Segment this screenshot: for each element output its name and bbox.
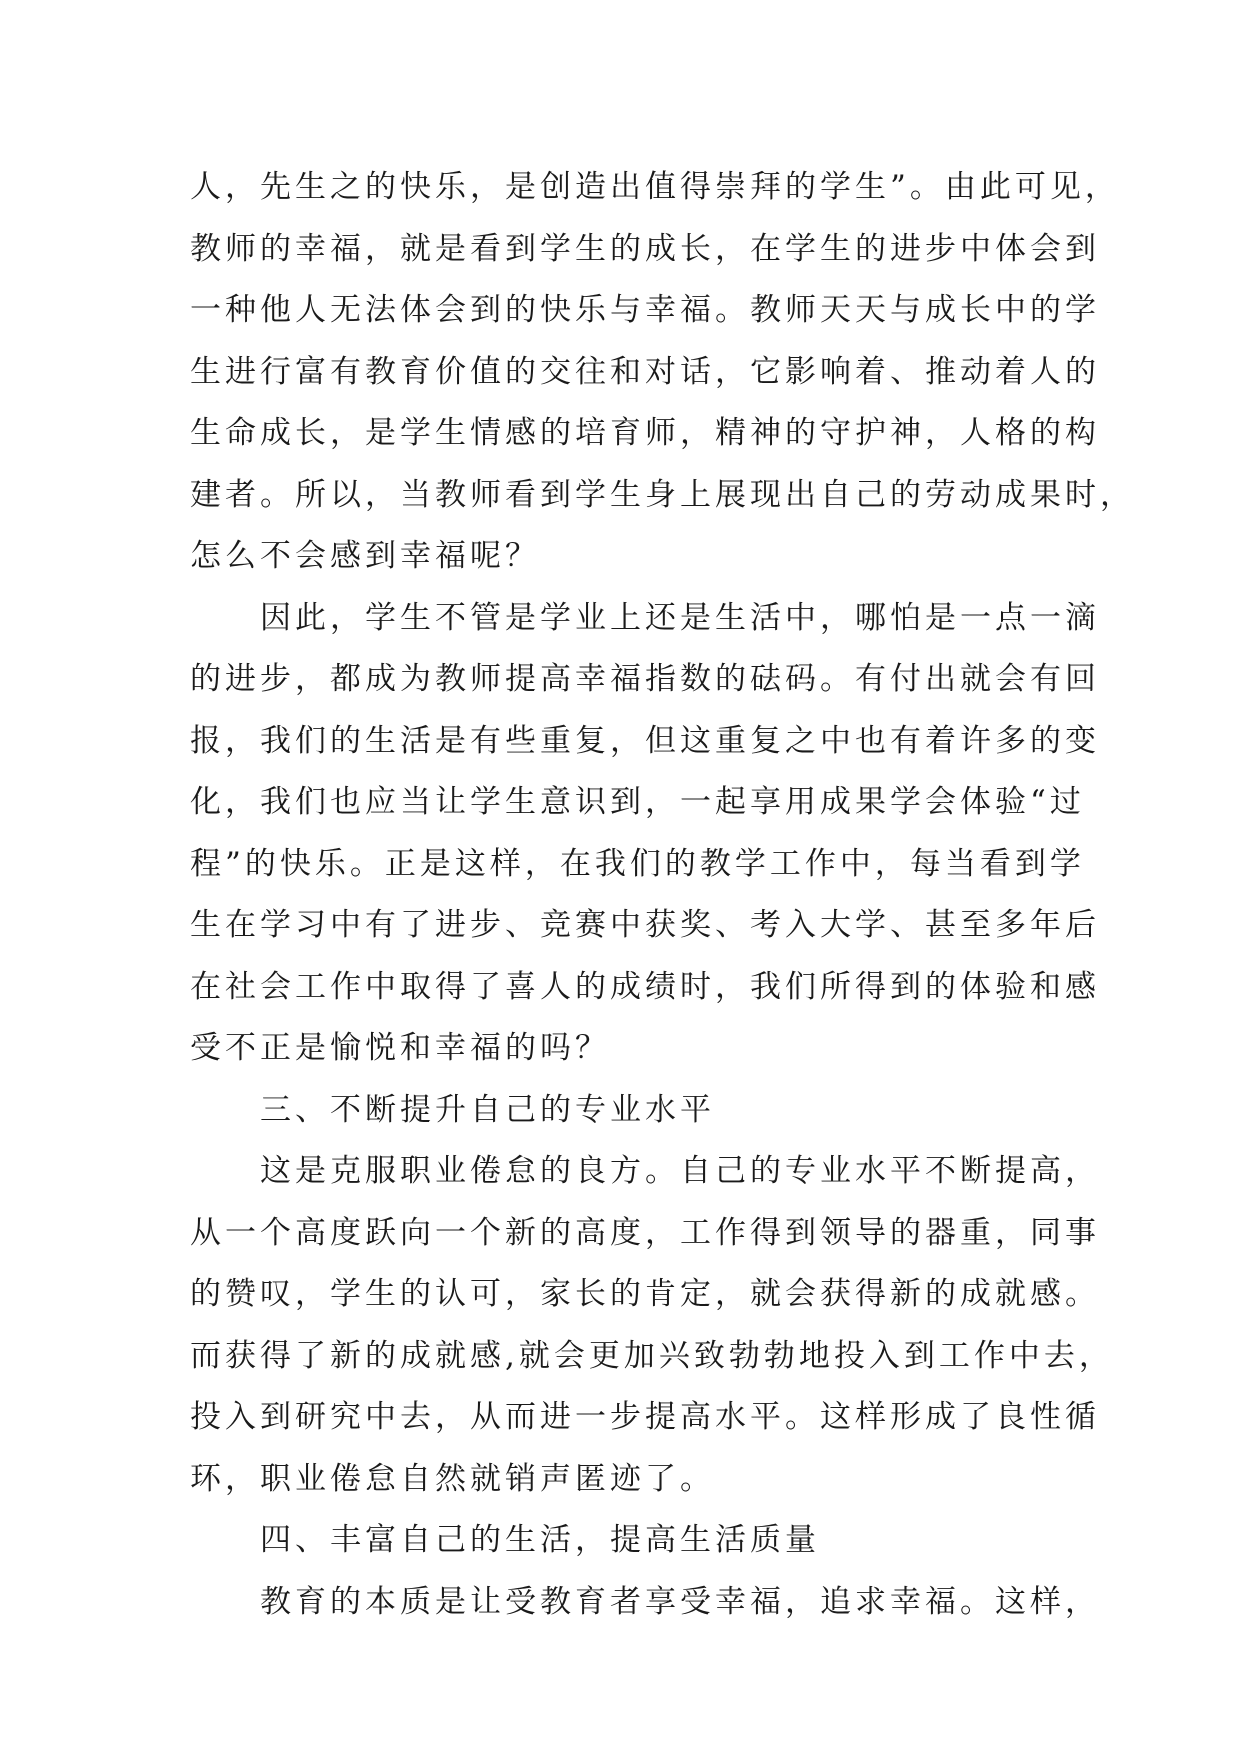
section-heading: 四、丰富自己的生活，提高生活质量 [190, 1522, 820, 1558]
text-line: 怎么不会感到幸福呢？ [190, 538, 540, 574]
body-text [190, 157, 1135, 1633]
text-line: 一种他人无法体会到的快乐与幸福。教师天天与成长中的学 [190, 292, 1100, 328]
text-line: 教育的本质是让受教育者享受幸福，追求幸福。这样， [190, 1583, 1100, 1620]
text-line: 从一个高度跃向一个新的高度，工作得到领导的器重，同事 [190, 1214, 1100, 1251]
text-line: 在社会工作中取得了喜人的成绩时，我们所得到的体验和感 [190, 968, 1100, 1005]
text-line: 这是克服职业倦怠的良方。自己的专业水平不断提高， [190, 1153, 1100, 1189]
text-line: 程”的快乐。正是这样，在我们的教学工作中，每当看到学 [190, 845, 1085, 882]
text-line: 因此，学生不管是学业上还是生活中，哪怕是一点一滴 [190, 599, 1100, 636]
text-line: 教师的幸福，就是看到学生的成长，在学生的进步中体会到 [190, 230, 1100, 267]
text-line: 报，我们的生活是有些重复，但这重复之中也有着许多的变 [190, 722, 1100, 759]
text-line: 建者。所以，当教师看到学生身上展现出自己的劳动成果时， [190, 476, 1135, 513]
text-line: 环，职业倦怠自然就销声匿迹了。 [190, 1460, 715, 1497]
text-line: 投入到研究中去，从而进一步提高水平。这样形成了良性循 [190, 1399, 1100, 1435]
text-line: 的进步，都成为教师提高幸福指数的砝码。有付出就会有回 [190, 661, 1100, 697]
text-line: 而获得了新的成就感,就会更加兴致勃勃地投入到工作中去， [190, 1337, 1114, 1374]
text-line: 的赞叹，学生的认可，家长的肯定，就会获得新的成就感。 [190, 1276, 1100, 1312]
text-line: 人，先生之的快乐，是创造出值得崇拜的学生”。由此可见， [190, 169, 1120, 205]
text-line: 生命成长，是学生情感的培育师，精神的守护神，人格的构 [190, 415, 1100, 451]
text-line: 生进行富有教育价值的交往和对话，它影响着、推动着人的 [190, 353, 1100, 390]
text-line: 化，我们也应当让学生意识到，一起享用成果学会体验“过 [190, 784, 1085, 820]
section-heading: 三、不断提升自己的专业水平 [190, 1091, 715, 1128]
text-line: 受不正是愉悦和幸福的吗？ [190, 1030, 610, 1066]
text-line: 生在学习中有了进步、竞赛中获奖、考入大学、甚至多年后 [190, 907, 1100, 943]
